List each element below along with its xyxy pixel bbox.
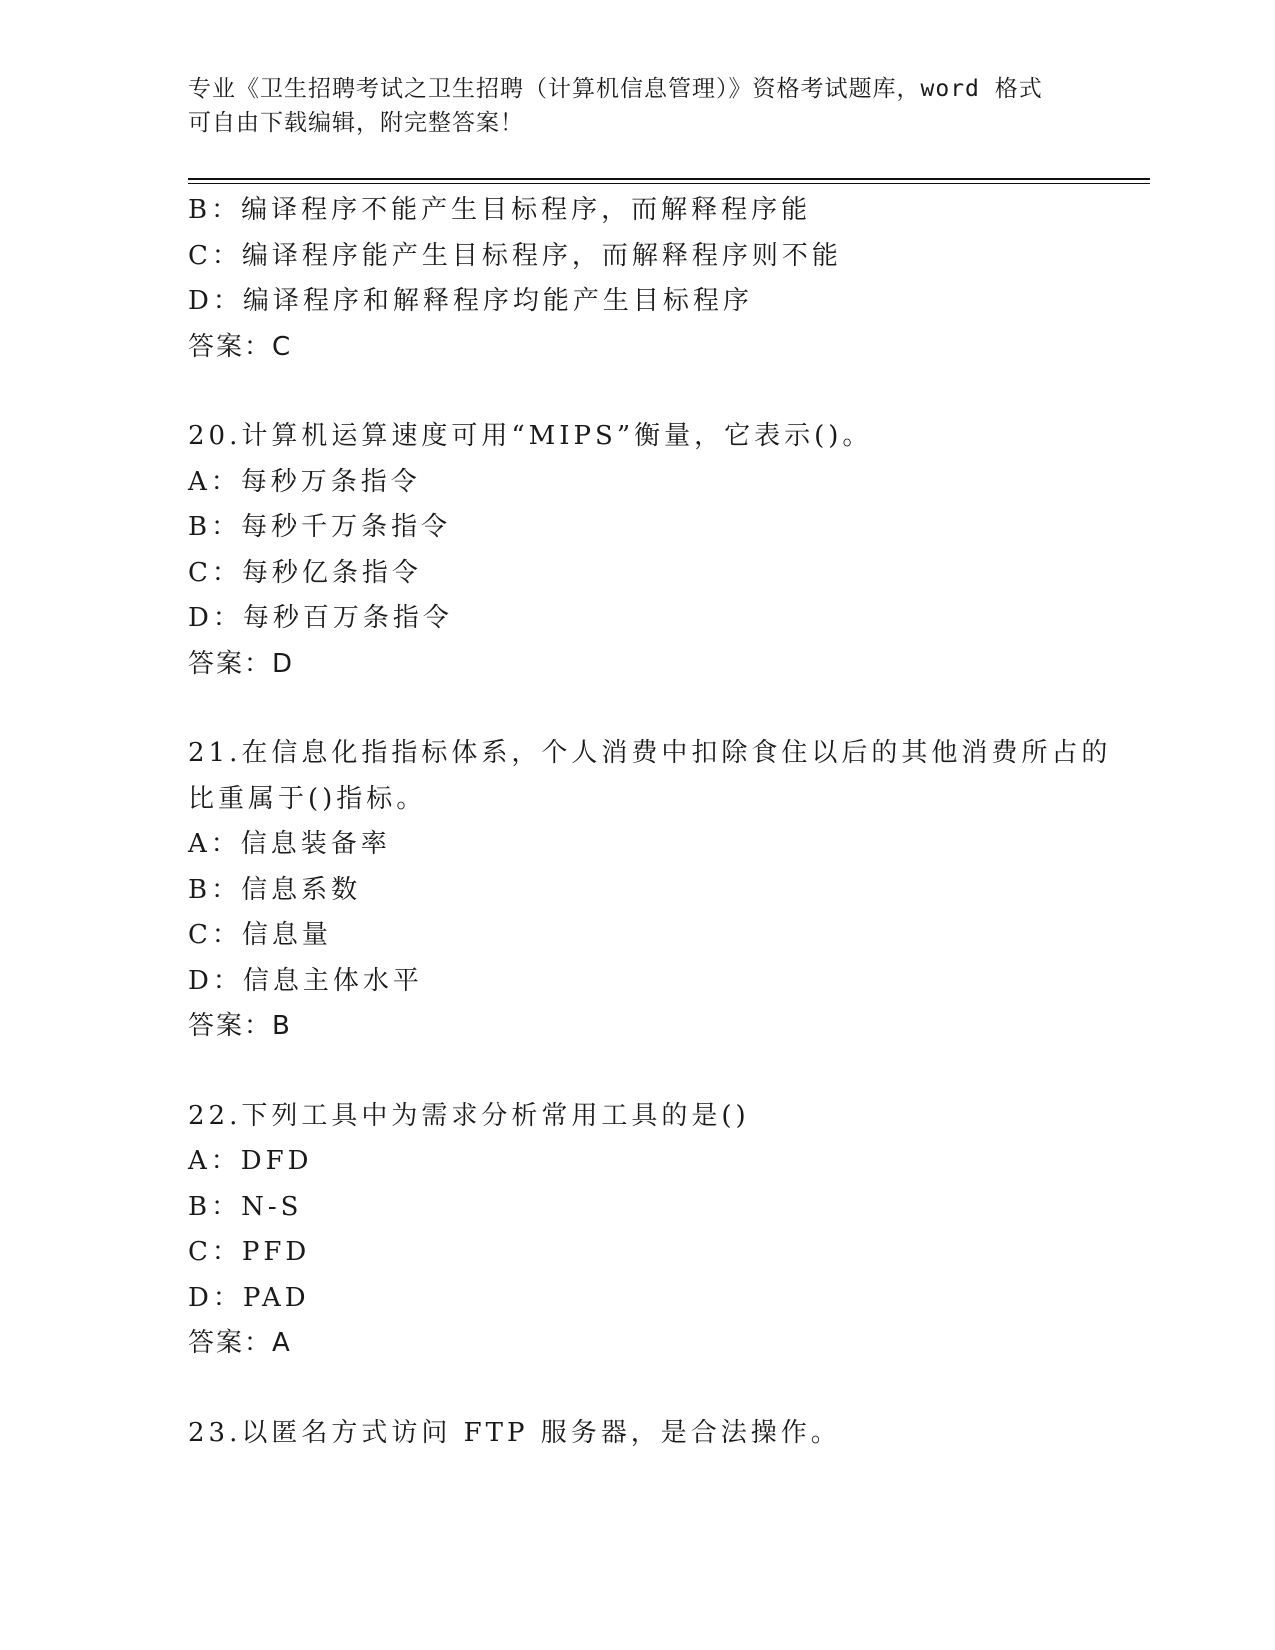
answer: 答案：A bbox=[188, 1328, 292, 1358]
option-d: D：编译程序和解释程序均能产生目标程序 bbox=[188, 286, 753, 316]
option-b: B：信息系数 bbox=[188, 874, 362, 905]
answer: 答案：B bbox=[188, 1011, 292, 1041]
option-b: B：每秒千万条指令 bbox=[188, 512, 452, 542]
header-line-2: 可自由下载编辑，附完整答案！ bbox=[188, 110, 524, 136]
option-a: A：信息装备率 bbox=[188, 829, 391, 859]
option-d: D：信息主体水平 bbox=[188, 965, 423, 996]
question-21 bbox=[188, 731, 1138, 1050]
question-text-line-2: 比重属于()指标。 bbox=[188, 783, 427, 814]
header-divider-top bbox=[188, 178, 1150, 180]
answer: 答案：D bbox=[188, 648, 295, 679]
option-d: D：每秒百万条指令 bbox=[188, 603, 453, 633]
question-list bbox=[188, 188, 1138, 1456]
question-text: 20.计算机运算速度可用“MIPS”衡量，它表示()。 bbox=[188, 421, 873, 451]
option-a: A：每秒万条指令 bbox=[188, 466, 421, 497]
question-22 bbox=[188, 1094, 1138, 1367]
header-divider-bottom bbox=[188, 183, 1150, 184]
question-text-line-1: 21.在信息化指指标体系，个人消费中扣除食住以后的其他消费所占的 bbox=[188, 738, 1112, 768]
question-text: 23.以匿名方式访问 FTP 服务器，是合法操作。 bbox=[188, 1417, 841, 1448]
option-d: D：PAD bbox=[188, 1282, 310, 1313]
option-c: C：编译程序能产生目标程序，而解释程序则不能 bbox=[188, 240, 842, 271]
option-b: B：N-S bbox=[188, 1191, 303, 1222]
answer: 答案：C bbox=[188, 331, 293, 362]
option-a: A：DFD bbox=[188, 1146, 313, 1176]
question-23 bbox=[188, 1411, 1138, 1457]
question-text: 22.下列工具中为需求分析常用工具的是() bbox=[188, 1100, 750, 1131]
option-c: C：信息量 bbox=[188, 920, 332, 950]
question-20 bbox=[188, 414, 1138, 687]
option-c: C：PFD bbox=[188, 1237, 311, 1267]
document-header bbox=[188, 72, 1068, 140]
option-c: C：每秒亿条指令 bbox=[188, 557, 422, 588]
question-19 bbox=[188, 188, 1138, 370]
option-b: B：编译程序不能产生目标程序，而解释程序能 bbox=[188, 195, 812, 225]
header-line-1: 专业《卫生招聘考试之卫生招聘（计算机信息管理）》资格考试题库，word 格式 bbox=[188, 76, 1043, 102]
